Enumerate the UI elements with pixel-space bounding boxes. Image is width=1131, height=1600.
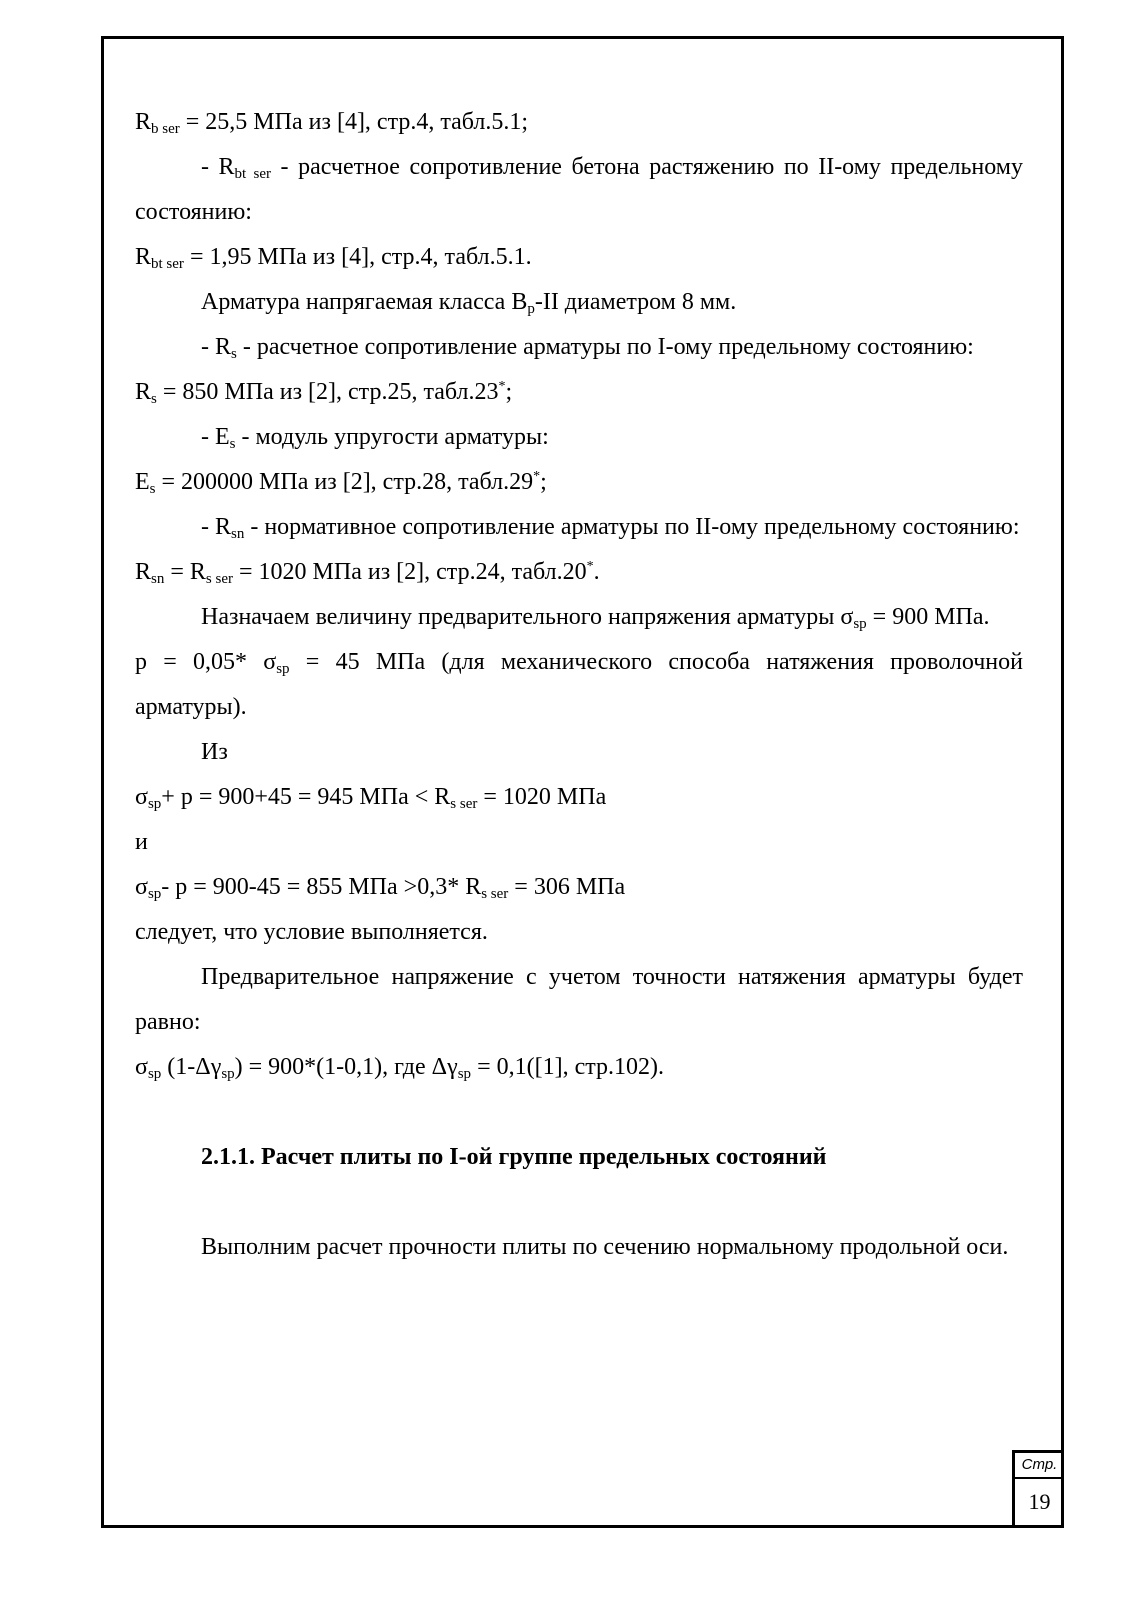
line-rs-definition: - $R_s$ - расчетное сопротивление арматуры по I-ому предельному состоянию:: [201, 334, 974, 362]
line-reinforcement-class: Арматура напрягаемая класса $В_р-II$ диаметром 8 мм.: [201, 289, 737, 317]
page-number: 19: [1028, 1489, 1051, 1514]
line-condition-lower: $\sigma_{sp}-$ p = 900-45 = 855 МПа >0,3* $R_{s ser} = 306$ МПа: [135, 874, 626, 902]
line-and: и: [135, 829, 148, 855]
line-from: Из: [201, 739, 228, 765]
line-prestress-assignment: Назначаем величину предварительного напряжения арматуры $\sigma_{sp} = 900$ МПа.: [201, 604, 990, 632]
final-paragraph: Выполним расчет прочности плиты по сечению нормальному продольной оси.: [201, 1234, 1009, 1260]
line-es-value: $E_s = 200000$ МПа из [2], стр.28, табл.29*;: [135, 469, 547, 497]
page-label: Стр.: [1015, 1453, 1064, 1479]
line-rsn-value: $R_{sn} = R_{s ser} = 1020$ МПа из [2], стр.24, табл.20*.: [135, 559, 600, 587]
line-es-definition: - $E_s$ - модуль упругости арматуры:: [201, 424, 549, 452]
document-body: [135, 100, 1023, 1270]
section-heading: 2.1.1. Расчет плиты по I-ой группе предельных состояний: [201, 1144, 827, 1170]
line-rb-ser: $R_{b ser} = 25,5$ МПа из [4], стр.4, табл.5.1;: [135, 109, 529, 137]
line-prestress-formula: $\sigma_{sp}$ $(1-\Delta\gamma_{sp}) = 900*(1-0,1)$, где $\Delta\gamma_{sp} = 0,1([1]$, стр.102).: [135, 1054, 664, 1082]
line-rbt-ser-value: $R_{bt ser} = 1,95$ МПа из [4], стр.4, табл.5.1.: [135, 244, 532, 272]
line-p-value: p = 0,05* $\sigma_{sp} = 45$ МПа (для механического способа натяжения проволочной арматуры).: [135, 649, 1023, 720]
line-rsn-definition: - $R_{sn}$ - нормативное сопротивление арматуры по II-ому предельному состоянию:: [201, 514, 1020, 542]
line-prestress-accuracy: Предварительное напряжение с учетом точности натяжения арматуры будет равно:: [135, 964, 1023, 1035]
line-rbt-ser-definition: - $R_{bt ser}$ - расчетное сопротивление бетона растяжению по II-ому предельному состоянию:: [135, 154, 1023, 225]
line-condition-upper: $\sigma_{sp}+ p = 900+45 = 945$ МПа < $R_{s ser} = 1020$ МПа: [135, 784, 607, 812]
line-condition-satisfied: следует, что условие выполняется.: [135, 919, 488, 945]
page-number-stamp: [1012, 1450, 1064, 1528]
line-rs-value: $R_s = 850$ МПа из [2], стр.25, табл.23*;: [135, 379, 513, 407]
